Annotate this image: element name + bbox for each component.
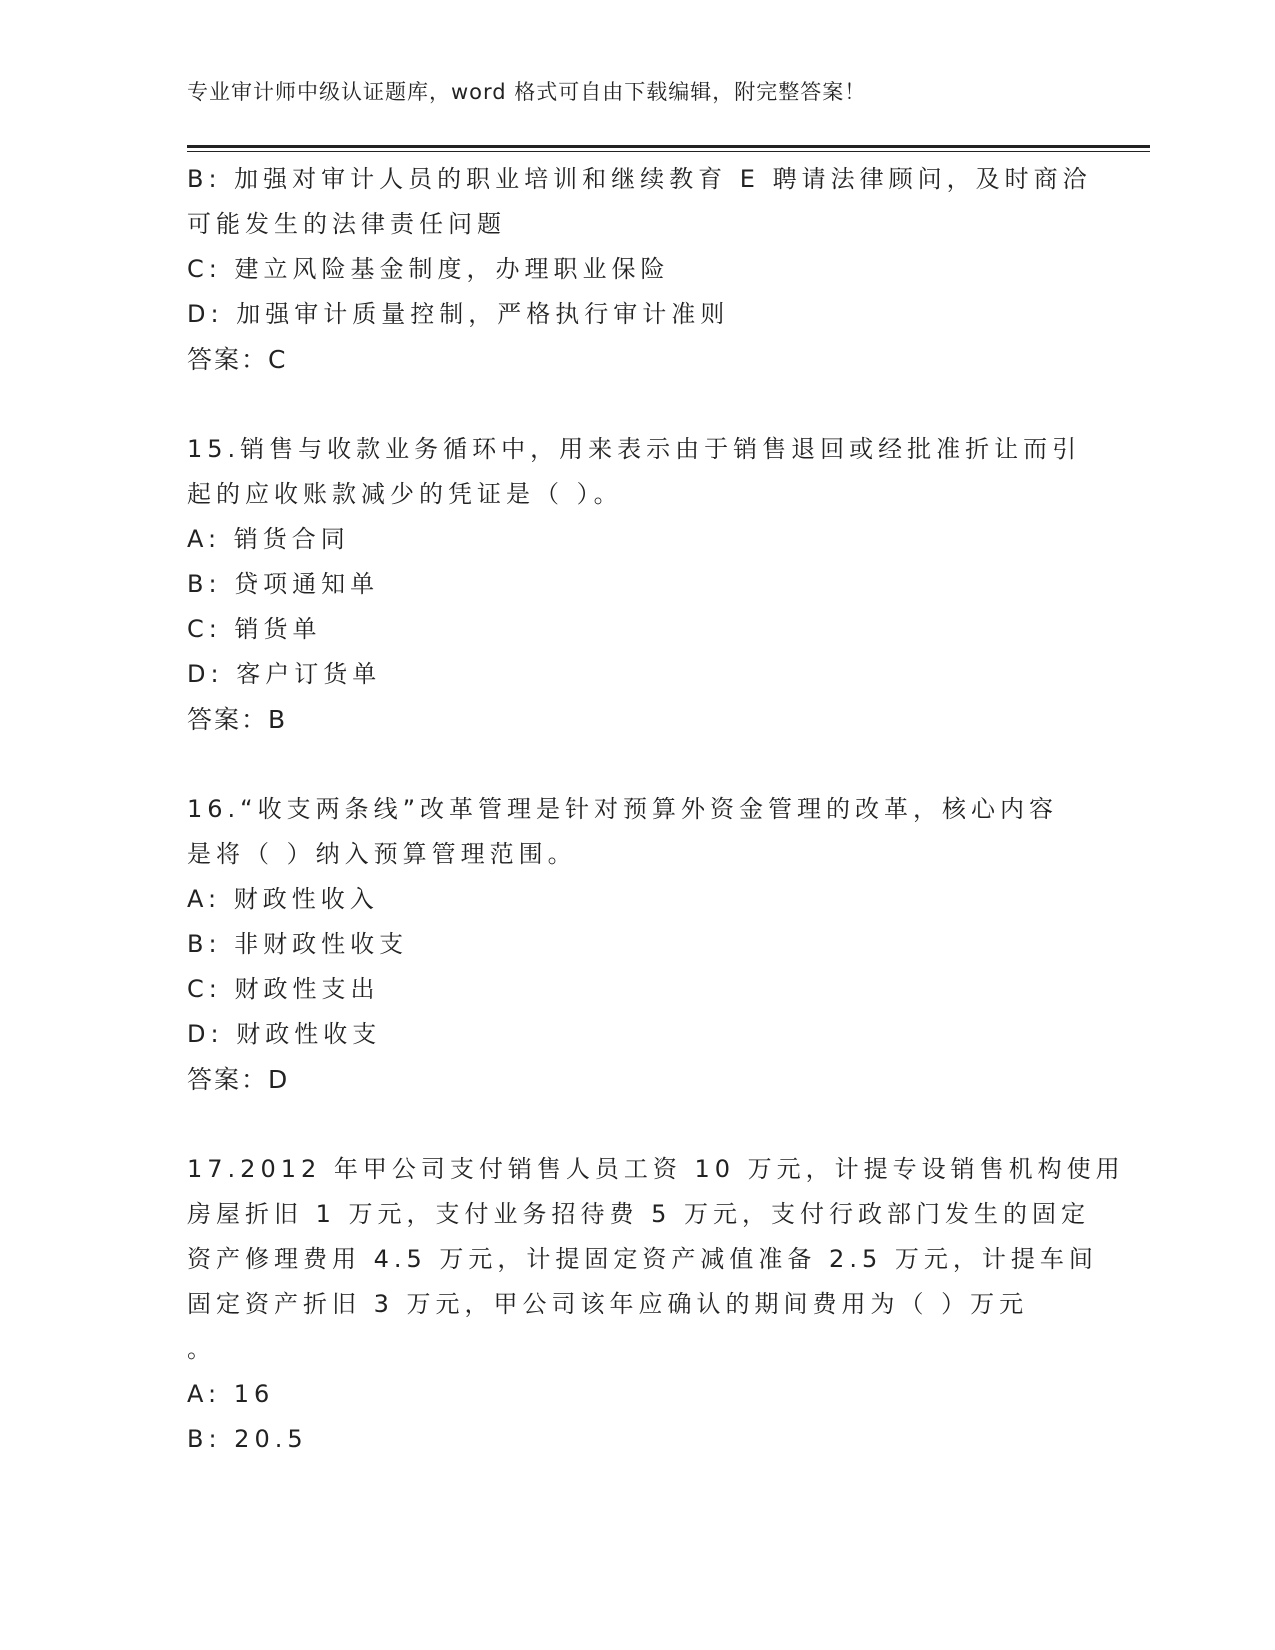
q17-stem-line3: 资产修理费用 4.5 万元，计提固定资产减值准备 2.5 万元，计提车间 [187, 1245, 1098, 1273]
header-rule-thick [187, 145, 1150, 148]
q17-stem-line2: 房屋折旧 1 万元，支付业务招待费 5 万元，支付行政部门发生的固定 [187, 1200, 1091, 1228]
spacer [187, 382, 1067, 427]
spacer [187, 742, 1067, 787]
q15-stem-line2: 起的应收账款减少的凭证是（ ）。 [187, 480, 623, 508]
q16-option-b: B: 非财政性收支 [187, 930, 409, 958]
q17-stem-line1: 17.2012 年甲公司支付销售人员工资 10 万元，计提专设销售机构使用 [187, 1155, 1125, 1183]
q14-option-b-line1: B: 加强对审计人员的职业培训和继续教育 E 聘请法律顾问，及时商洽 [187, 165, 1092, 193]
q15-option-a: A: 销货合同 [187, 525, 350, 553]
q14-option-b-line2: 可能发生的法律责任问题 [187, 210, 506, 238]
q15-option-d: D: 客户订货单 [187, 660, 382, 688]
q16-stem-line1: 16.“收支两条线”改革管理是针对预算外资金管理的改革，核心内容 [187, 795, 1059, 823]
q15-option-c: C: 销货单 [187, 615, 322, 643]
q16-option-d: D: 财政性收支 [187, 1020, 382, 1048]
q15-stem-line1: 15.销售与收款业务循环中，用来表示由于销售退回或经批准折让而引 [187, 435, 1082, 463]
q17-option-b: B: 20.5 [187, 1425, 308, 1453]
q16-option-c: C: 财政性支出 [187, 975, 380, 1003]
header-rule-thin [187, 151, 1150, 152]
q15-answer: 答案：B [187, 705, 288, 734]
question-content [187, 157, 1125, 1462]
spacer [187, 1102, 1067, 1147]
page-header: 专业审计师中级认证题库，word 格式可自由下载编辑，附完整答案！ [187, 80, 867, 104]
q14-answer: 答案：C [187, 345, 288, 374]
q16-stem-line2: 是将（ ）纳入预算管理范围。 [187, 840, 577, 868]
q17-stem-line4: 固定资产折旧 3 万元，甲公司该年应确认的期间费用为（ ）万元 [187, 1290, 1029, 1318]
q14-option-d: D: 加强审计质量控制，严格执行审计准则 [187, 300, 730, 328]
q14-option-c: C: 建立风险基金制度，办理职业保险 [187, 255, 670, 283]
q16-option-a: A: 财政性收入 [187, 885, 379, 913]
q17-stem-line5: 。 [187, 1335, 216, 1363]
q16-answer: 答案：D [187, 1065, 290, 1094]
q15-option-b: B: 贷项通知单 [187, 570, 380, 598]
q17-option-a: A: 16 [187, 1380, 275, 1408]
